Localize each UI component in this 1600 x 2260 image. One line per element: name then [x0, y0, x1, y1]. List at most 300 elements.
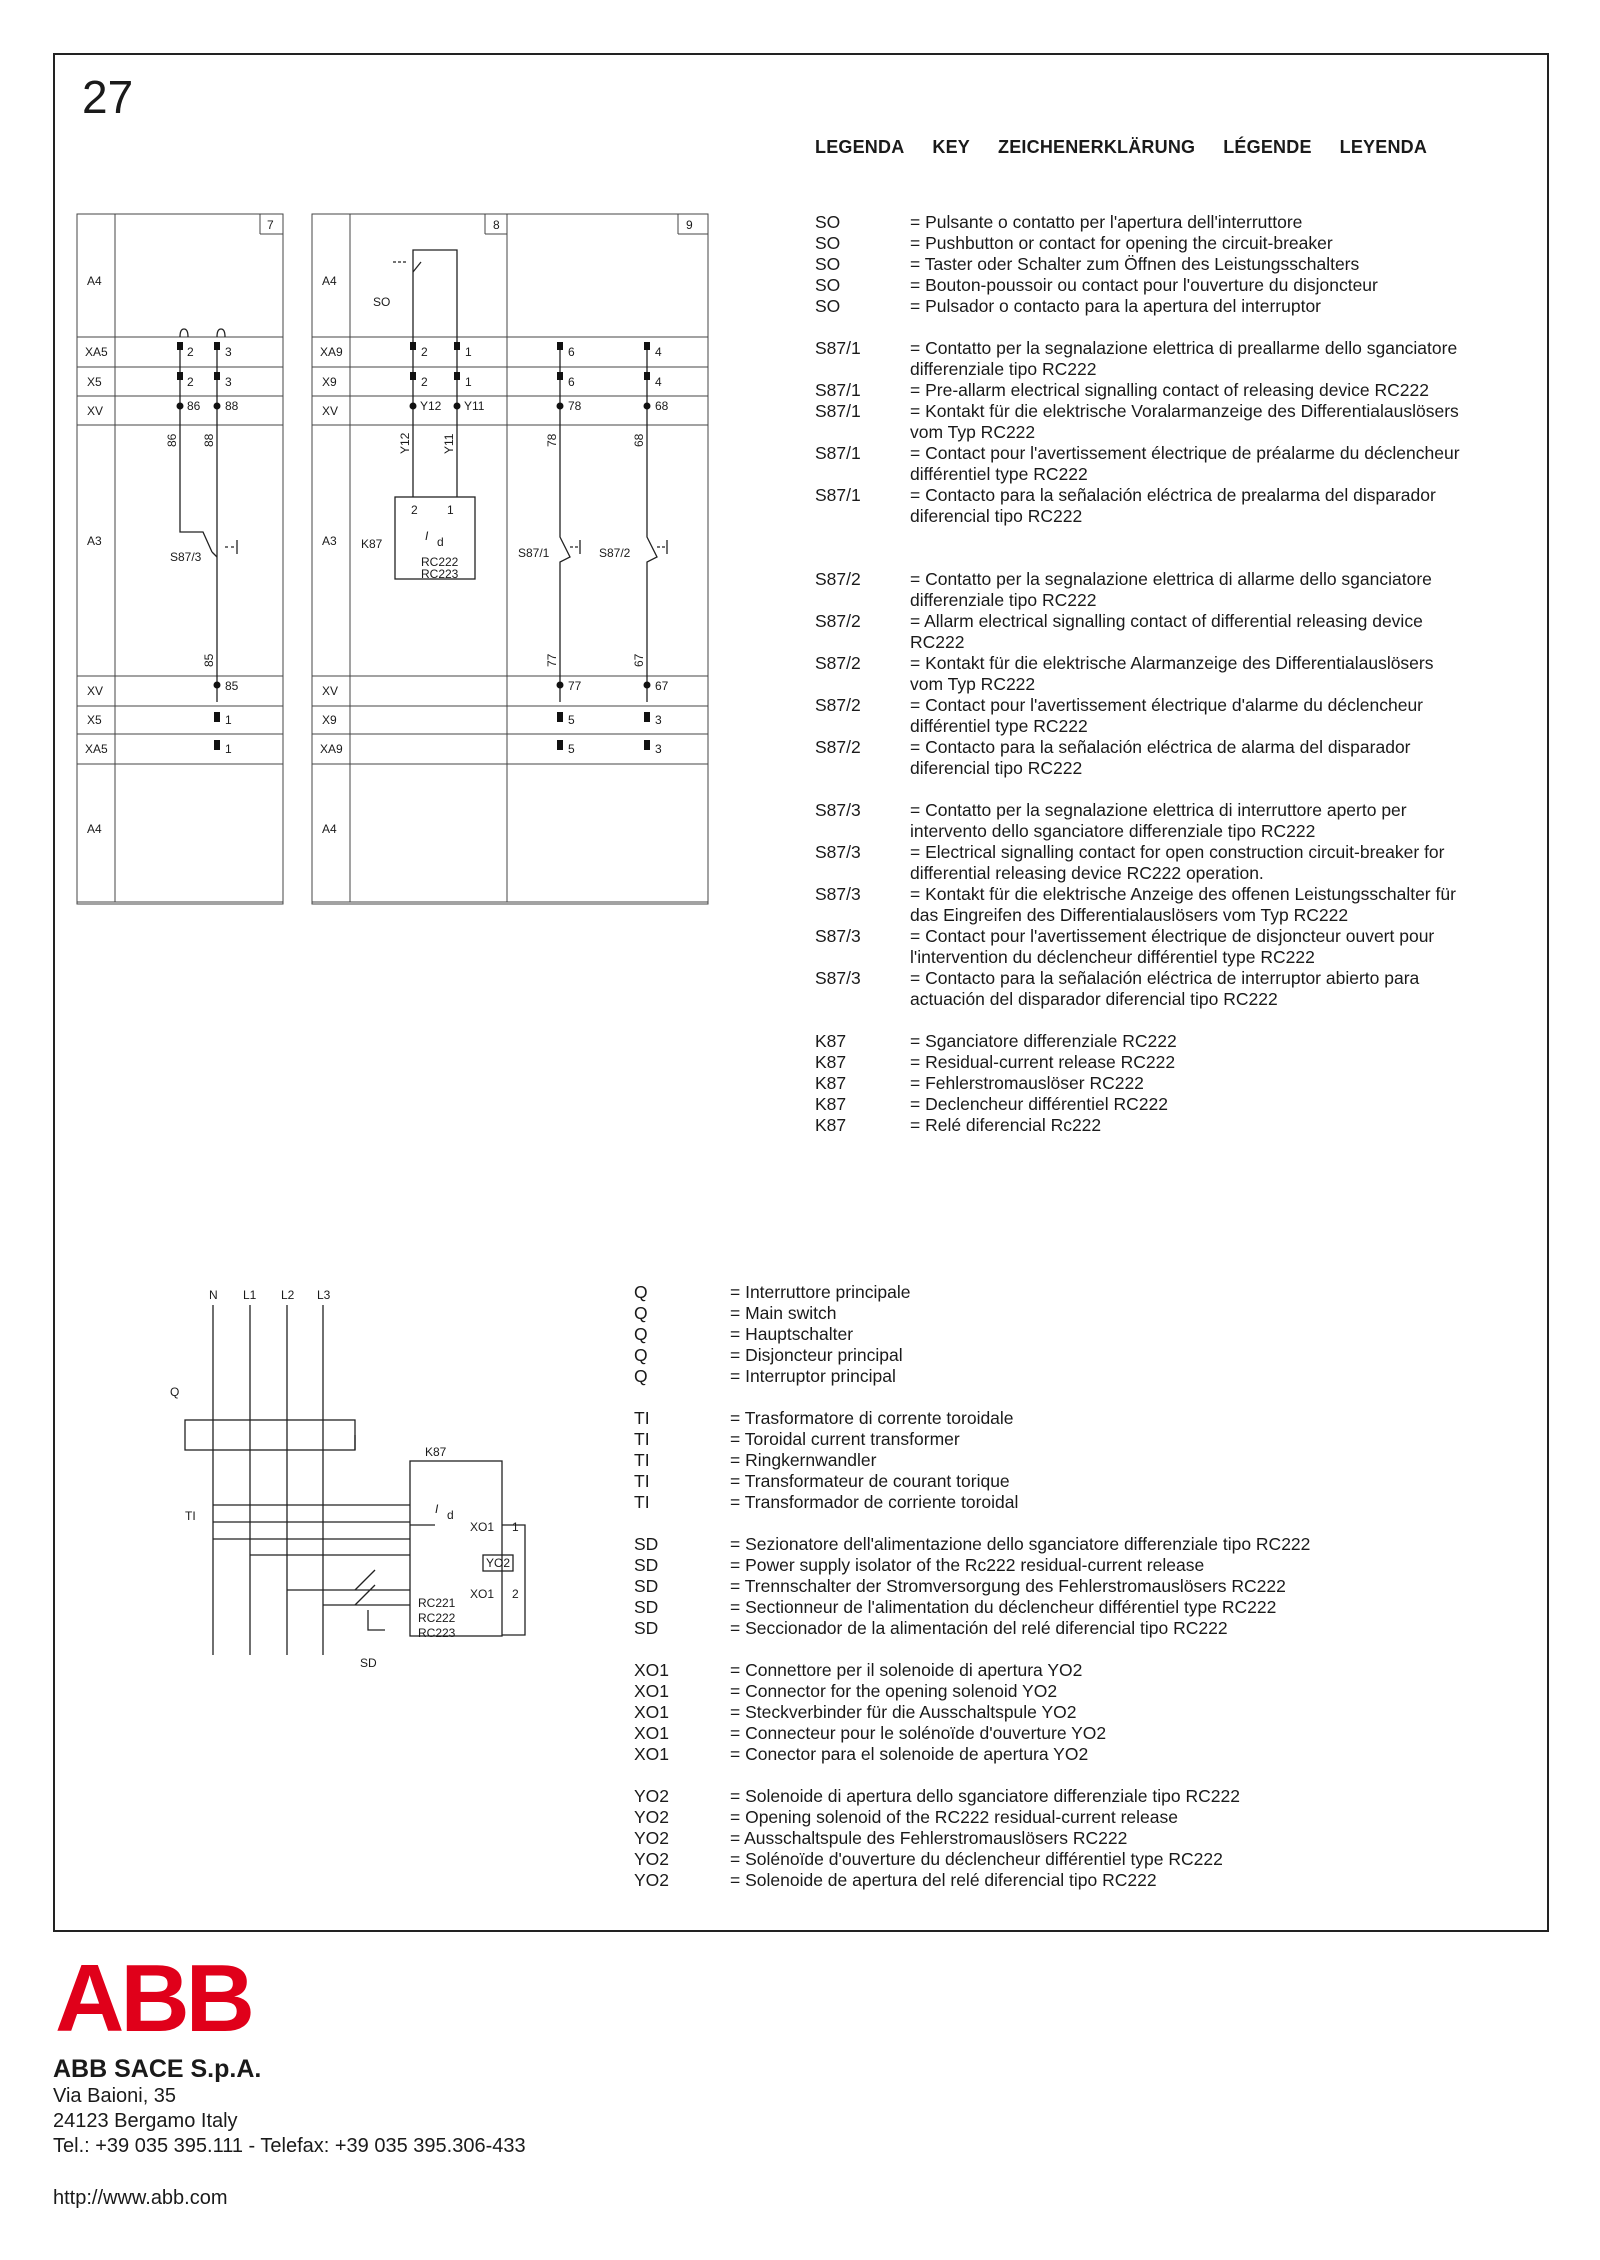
- legend-description: = Pulsador o contacto para la apertura del interruptor: [910, 296, 1322, 316]
- legend-description: = Contacto para la señalación eléctrica de prealarma del disparador: [910, 485, 1436, 505]
- legend-row: [815, 842, 1535, 863]
- legend-description: differenziale tipo RC222: [910, 590, 1097, 610]
- legend-header-it: LEGENDA: [815, 137, 905, 157]
- legend-description: intervento dello sganciatore differenziale tipo RC222: [910, 821, 1316, 841]
- legend-code: S87/1: [815, 338, 861, 358]
- row-x9: X9: [322, 713, 337, 727]
- legend-code: S87/3: [815, 842, 861, 862]
- terminal-6: 6: [568, 375, 575, 389]
- label-s87-2: S87/2: [599, 546, 631, 560]
- label-ti: TI: [185, 1509, 196, 1523]
- terminal-68: 68: [655, 399, 669, 413]
- legend-code: [815, 359, 910, 380]
- legend-header-fr: LÉGENDE: [1223, 137, 1312, 157]
- legend-row: [634, 1366, 1374, 1387]
- legend-row: [815, 338, 1535, 359]
- xo1-terminal-2: 2: [512, 1587, 519, 1601]
- company-phone: Tel.: +39 035 395.111 - Telefax: +39 035 395.306-433: [53, 2135, 526, 2157]
- legend-code: XO1: [634, 1723, 670, 1743]
- legend-description: = Declencheur différentiel RC222: [910, 1094, 1168, 1114]
- phase-l2: L2: [281, 1288, 295, 1302]
- terminal-4: 4: [655, 375, 662, 389]
- legend-code: XO1: [634, 1744, 670, 1764]
- legend-row: [815, 821, 1535, 842]
- legend-description: = Sectionneur de l'alimentation du déclencheur différentiel type RC222: [730, 1597, 1277, 1617]
- legend-row: [815, 359, 1535, 380]
- legend-row: [815, 1052, 1535, 1073]
- legend-code: XO1: [634, 1702, 670, 1722]
- legend-bottom: [634, 1282, 1374, 1891]
- legend-code: TI: [634, 1429, 650, 1449]
- label-so: SO: [373, 295, 391, 309]
- row-xa5: XA5: [85, 742, 108, 756]
- k87-terminal-1: 1: [447, 503, 454, 517]
- legend-description: = Pre-allarm electrical signalling contact of releasing device RC222: [910, 380, 1429, 400]
- legend-code: SD: [634, 1576, 659, 1596]
- company-street: Via Baioni, 35: [53, 2085, 177, 2107]
- row-x5: X5: [87, 713, 102, 727]
- legend-row: [815, 758, 1535, 779]
- terminal-6: 6: [568, 345, 575, 359]
- legend-code: [815, 947, 910, 968]
- legend-row: [815, 674, 1535, 695]
- terminal-1: 1: [465, 375, 472, 389]
- legend-row: [815, 212, 1535, 233]
- legend-code: Q: [634, 1366, 648, 1386]
- legend-row: [815, 254, 1535, 275]
- legend-description: = Trennschalter der Stromversorgung des Fehlerstromauslösers RC222: [730, 1576, 1286, 1596]
- legend-row: [634, 1450, 1374, 1471]
- legend-row: [815, 1094, 1535, 1115]
- legend-header-es: LEYENDA: [1339, 137, 1428, 157]
- legend-gap: [634, 1639, 1374, 1660]
- legend-description: actuación del disparador diferencial tipo RC222: [910, 989, 1278, 1009]
- legend-header: [815, 137, 1455, 158]
- legend-row: [634, 1597, 1374, 1618]
- legend-description: = Trasformatore di corrente toroidale: [730, 1408, 1014, 1428]
- k87-symbol-d: d: [447, 1508, 454, 1522]
- row-xv: XV: [87, 684, 104, 698]
- wire-86: 86: [165, 433, 179, 447]
- label-xo1: XO1: [470, 1587, 495, 1601]
- row-a4: A4: [87, 822, 102, 836]
- terminal-3: 3: [225, 345, 232, 359]
- wire-77: 77: [545, 653, 559, 667]
- legend-row: [634, 1324, 1374, 1345]
- legend-code: YO2: [634, 1870, 670, 1890]
- legend-description: = Transformateur de courant torique: [730, 1471, 1010, 1491]
- label-xo1: XO1: [470, 1520, 495, 1534]
- legend-row: [815, 1073, 1535, 1094]
- row-a3: A3: [87, 534, 102, 548]
- terminal-2: 2: [421, 345, 428, 359]
- control-schematic: [75, 212, 720, 912]
- legend-description: = Contacto para la señalación eléctrica de interruptor abierto para: [910, 968, 1420, 988]
- legend-code: XO1: [634, 1681, 670, 1701]
- legend-row: [815, 926, 1535, 947]
- phase-l1: L1: [243, 1288, 257, 1302]
- legend-code: S87/3: [815, 968, 861, 988]
- legend-description: différentiel type RC222: [910, 716, 1088, 736]
- legend-description: = Opening solenoid of the RC222 residual-current release: [730, 1807, 1178, 1827]
- legend-row: [815, 506, 1535, 527]
- legend-code: S87/1: [815, 443, 861, 463]
- legend-row: [634, 1534, 1374, 1555]
- terminal-2: 2: [187, 375, 194, 389]
- legend-description: = Hauptschalter: [730, 1324, 854, 1344]
- col-number-7: 7: [267, 218, 274, 232]
- legend-description: = Solenoide de apertura del relé diferencial tipo RC222: [730, 1870, 1157, 1890]
- row-xv: XV: [87, 404, 104, 418]
- legend-row: [815, 296, 1535, 317]
- legend-description: = Fehlerstromauslöser RC222: [910, 1073, 1144, 1093]
- legend-row: [634, 1576, 1374, 1597]
- legend-description: = Kontakt für die elektrische Voralarmanzeige des Differentialauslösers: [910, 401, 1459, 421]
- legend-description: = Steckverbinder für die Ausschaltspule YO2: [730, 1702, 1077, 1722]
- legend-description: = Interruptor principal: [730, 1366, 896, 1386]
- legend-description: = Solenoide di apertura dello sganciatore differenziale tipo RC222: [730, 1786, 1240, 1806]
- label-k87: K87: [361, 537, 383, 551]
- legend-code: [815, 674, 910, 695]
- legend-gap: [815, 1010, 1535, 1031]
- row-x5: X5: [87, 375, 102, 389]
- legend-code: SD: [634, 1597, 659, 1617]
- k87-terminal-2: 2: [411, 503, 418, 517]
- label-k87: K87: [425, 1445, 447, 1459]
- legend-code: S87/1: [815, 380, 861, 400]
- legend-row: [815, 275, 1535, 296]
- terminal-y11: Y11: [464, 399, 485, 413]
- legend-code: [815, 716, 910, 737]
- legend-header-en: KEY: [932, 137, 971, 157]
- terminal-88: 88: [225, 399, 239, 413]
- terminal-77: 77: [568, 679, 582, 693]
- row-a4: A4: [322, 274, 337, 288]
- phase-l3: L3: [317, 1288, 331, 1302]
- legend-description: = Kontakt für die elektrische Anzeige des offenen Leistungsschalter für: [910, 884, 1456, 904]
- legend-description: = Solénoïde d'ouverture du déclencheur différentiel type RC222: [730, 1849, 1223, 1869]
- legend-code: S87/3: [815, 800, 861, 820]
- label-rc222: RC222: [418, 1611, 456, 1625]
- legend-description: = Conector para el solenoide de apertura YO2: [730, 1744, 1089, 1764]
- label-q: Q: [170, 1385, 180, 1399]
- legend-description: l'intervention du déclencheur différentiel type RC222: [910, 947, 1315, 967]
- company-url[interactable]: http://www.abb.com: [53, 2187, 228, 2209]
- label-rc223: RC223: [418, 1626, 456, 1640]
- svg-text:ABB: ABB: [55, 1955, 251, 2040]
- row-xa9: XA9: [320, 742, 343, 756]
- legend-gap: [815, 317, 1535, 338]
- legend-code: YO2: [634, 1828, 670, 1848]
- legend-row: [815, 485, 1535, 506]
- legend-row: [634, 1870, 1374, 1891]
- legend-code: S87/3: [815, 926, 861, 946]
- legend-row: [634, 1660, 1374, 1681]
- terminal-85: 85: [225, 679, 239, 693]
- legend-row: [815, 422, 1535, 443]
- label-s87-1: S87/1: [518, 546, 550, 560]
- legend-description: différentiel type RC222: [910, 464, 1088, 484]
- row-xa5: XA5: [85, 345, 108, 359]
- col-number-8: 8: [493, 218, 500, 232]
- legend-row: [634, 1408, 1374, 1429]
- legend-row: [815, 443, 1535, 464]
- legend-code: [815, 632, 910, 653]
- abb-logo: [55, 1955, 255, 2040]
- legend-code: SO: [815, 212, 841, 232]
- legend-code: YO2: [634, 1786, 670, 1806]
- wire-88: 88: [202, 433, 216, 447]
- legend-description: diferencial tipo RC222: [910, 758, 1083, 778]
- label-rc223: RC223: [421, 567, 459, 581]
- legend-code: TI: [634, 1492, 650, 1512]
- row-xa9: XA9: [320, 345, 343, 359]
- legend-code: [815, 758, 910, 779]
- legend-description: = Contatto per la segnalazione elettrica di allarme dello sganciatore: [910, 569, 1432, 589]
- label-rc222: RC222: [421, 555, 459, 569]
- label-rc221: RC221: [418, 1596, 456, 1610]
- legend-code: Q: [634, 1324, 648, 1344]
- terminal-1: 1: [225, 713, 232, 727]
- page-number: 27: [82, 71, 134, 123]
- wire-85: 85: [202, 653, 216, 667]
- legend-description: = Contatto per la segnalazione elettrica di preallarme dello sganciatore: [910, 338, 1458, 358]
- row-a4: A4: [87, 274, 102, 288]
- legend-code: SO: [815, 275, 841, 295]
- legend-code: YO2: [634, 1807, 670, 1827]
- legend-code: TI: [634, 1450, 650, 1470]
- legend-description: = Taster oder Schalter zum Öffnen des Leistungsschalters: [910, 254, 1360, 274]
- legend-code: S87/3: [815, 884, 861, 904]
- terminal-5: 5: [568, 713, 575, 727]
- legend-description: = Main switch: [730, 1303, 837, 1323]
- legend-gap: [634, 1387, 1374, 1408]
- legend-description: = Interruttore principale: [730, 1282, 911, 1302]
- legend-description: = Sganciatore differenziale RC222: [910, 1031, 1177, 1051]
- legend-description: = Connettore per il solenoide di apertura YO2: [730, 1660, 1083, 1680]
- legend-description: = Connector for the opening solenoid YO2: [730, 1681, 1058, 1701]
- legend-code: SD: [634, 1555, 659, 1575]
- legend-code: S87/2: [815, 569, 861, 589]
- legend-description: = Ausschaltspule des Fehlerstromauslösers RC222: [730, 1828, 1128, 1848]
- legend-row: [815, 233, 1535, 254]
- legend-row: [815, 590, 1535, 611]
- legend-code: SD: [634, 1534, 659, 1554]
- company-name: ABB SACE S.p.A.: [53, 2055, 262, 2083]
- legend-row: [815, 695, 1535, 716]
- legend-row: [815, 1031, 1535, 1052]
- company-city: 24123 Bergamo Italy: [53, 2110, 238, 2132]
- legend-row: [815, 464, 1535, 485]
- legend-header-de: ZEICHENERKLÄRUNG: [998, 137, 1196, 157]
- legend-row: [815, 863, 1535, 884]
- row-xv: XV: [322, 404, 339, 418]
- terminal-3: 3: [655, 742, 662, 756]
- legend-row: [634, 1555, 1374, 1576]
- legend-row: [815, 800, 1535, 821]
- legend-code: XO1: [634, 1660, 670, 1680]
- terminal-86: 86: [187, 399, 201, 413]
- legend-row: [634, 1807, 1374, 1828]
- terminal-3: 3: [655, 713, 662, 727]
- legend-row: [634, 1702, 1374, 1723]
- col-number-9: 9: [686, 218, 693, 232]
- legend-row: [815, 632, 1535, 653]
- legend-row: [634, 1618, 1374, 1639]
- legend-row: [634, 1492, 1374, 1513]
- legend-row: [815, 737, 1535, 758]
- legend-row: [815, 401, 1535, 422]
- legend-row: [815, 716, 1535, 737]
- legend-description: = Sezionatore dell'alimentazione dello sganciatore differenziale tipo RC222: [730, 1534, 1311, 1554]
- legend-code: Q: [634, 1282, 648, 1302]
- phase-n: N: [209, 1288, 218, 1302]
- legend-row: [815, 653, 1535, 674]
- legend-description: = Residual-current release RC222: [910, 1052, 1176, 1072]
- legend-description: = Electrical signalling contact for open construction circuit-breaker for: [910, 842, 1445, 862]
- row-a3: A3: [322, 534, 337, 548]
- legend-gap: [634, 1765, 1374, 1786]
- legend-description: RC222: [910, 632, 965, 652]
- legend-code: [815, 506, 910, 527]
- legend-description: = Connecteur pour le solénoïde d'ouverture YO2: [730, 1723, 1107, 1743]
- legend-row: [634, 1744, 1374, 1765]
- k87-symbol-i: I: [435, 1502, 439, 1516]
- terminal-1: 1: [465, 345, 472, 359]
- legend-description: = Bouton-poussoir ou contact pour l'ouverture du disjoncteur: [910, 275, 1378, 295]
- legend-description: = Relé diferencial Rc222: [910, 1115, 1102, 1135]
- legend-row: [815, 989, 1535, 1010]
- legend-row: [815, 968, 1535, 989]
- label-sd: SD: [360, 1656, 377, 1670]
- legend-description: vom Typ RC222: [910, 674, 1036, 694]
- wire-67: 67: [632, 653, 646, 667]
- legend-description: differenziale tipo RC222: [910, 359, 1097, 379]
- legend-code: SO: [815, 254, 841, 274]
- legend-code: TI: [634, 1471, 650, 1491]
- wire-78: 78: [545, 433, 559, 447]
- label-yo2: YO2: [486, 1556, 511, 1570]
- legend-code: S87/2: [815, 611, 861, 631]
- legend-row: [634, 1786, 1374, 1807]
- legend-code: S87/1: [815, 401, 861, 421]
- legend-row: [634, 1345, 1374, 1366]
- legend-code: SO: [815, 296, 841, 316]
- legend-description: differential releasing device RC222 operation.: [910, 863, 1264, 883]
- legend-description: diferencial tipo RC222: [910, 506, 1083, 526]
- legend-code: K87: [815, 1052, 847, 1072]
- legend-description: das Eingreifen des Differentialauslösers vom Typ RC222: [910, 905, 1349, 925]
- legend-gap: [815, 548, 1535, 569]
- legend-gap: [815, 779, 1535, 800]
- legend-description: = Toroidal current transformer: [730, 1429, 960, 1449]
- legend-description: vom Typ RC222: [910, 422, 1036, 442]
- legend-description: = Contact pour l'avertissement électrique de préalarme du déclencheur: [910, 443, 1460, 463]
- row-xv: XV: [322, 684, 339, 698]
- terminal-3: 3: [225, 375, 232, 389]
- wire-68: 68: [632, 433, 646, 447]
- legend-code: S87/2: [815, 653, 861, 673]
- legend-code: K87: [815, 1031, 847, 1051]
- legend-row: [815, 569, 1535, 590]
- legend-description: = Disjoncteur principal: [730, 1345, 903, 1365]
- legend-description: = Seccionador de la alimentación del relé diferencial tipo RC222: [730, 1618, 1228, 1638]
- legend-code: SD: [634, 1618, 659, 1638]
- k87-symbol-i: I: [425, 529, 429, 543]
- legend-row: [815, 380, 1535, 401]
- legend-row: [634, 1681, 1374, 1702]
- legend-description: = Allarm electrical signalling contact of differential releasing device: [910, 611, 1423, 631]
- terminal-5: 5: [568, 742, 575, 756]
- legend-row: [634, 1723, 1374, 1744]
- wire-y11: Y11: [442, 433, 456, 454]
- legend-row: [634, 1828, 1374, 1849]
- power-schematic: [160, 1285, 540, 1685]
- legend-description: = Transformador de corriente toroidal: [730, 1492, 1019, 1512]
- terminal-78: 78: [568, 399, 582, 413]
- legend-description: = Contacto para la señalación eléctrica de alarma del disparador: [910, 737, 1411, 757]
- terminal-y12: Y12: [420, 399, 442, 413]
- terminal-1: 1: [225, 742, 232, 756]
- legend-code: S87/1: [815, 485, 861, 505]
- legend-description: = Ringkernwandler: [730, 1450, 877, 1470]
- legend-description: = Pulsante o contatto per l'apertura dell'interruttore: [910, 212, 1303, 232]
- terminal-4: 4: [655, 345, 662, 359]
- legend-row: [634, 1429, 1374, 1450]
- legend-row: [815, 947, 1535, 968]
- terminal-2: 2: [187, 345, 194, 359]
- terminal-2: 2: [421, 375, 428, 389]
- legend-row: [815, 884, 1535, 905]
- legend-row: [634, 1471, 1374, 1492]
- legend-description: = Contact pour l'avertissement électrique de disjoncteur ouvert pour: [910, 926, 1435, 946]
- row-a4: A4: [322, 822, 337, 836]
- legend-row: [815, 905, 1535, 926]
- legend-gap: [815, 527, 1535, 548]
- legend-row: [815, 611, 1535, 632]
- legend-code: S87/2: [815, 737, 861, 757]
- legend-code: [815, 989, 910, 1010]
- xo1-terminal-1: 1: [512, 1520, 519, 1534]
- legend-gap: [634, 1513, 1374, 1534]
- legend-code: YO2: [634, 1849, 670, 1869]
- terminal-67: 67: [655, 679, 669, 693]
- label-s87-3: S87/3: [170, 550, 202, 564]
- legend-code: SO: [815, 233, 841, 253]
- legend-code: TI: [634, 1408, 650, 1428]
- legend-row: [634, 1849, 1374, 1870]
- legend-code: Q: [634, 1345, 648, 1365]
- legend-code: K87: [815, 1094, 847, 1114]
- legend-code: [815, 905, 910, 926]
- legend-description: = Contatto per la segnalazione elettrica di interruttore aperto per: [910, 800, 1407, 820]
- legend-description: = Power supply isolator of the Rc222 residual-current release: [730, 1555, 1205, 1575]
- legend-code: K87: [815, 1115, 847, 1135]
- legend-top: [815, 212, 1535, 1136]
- legend-code: [815, 464, 910, 485]
- legend-code: S87/2: [815, 695, 861, 715]
- legend-row: [634, 1303, 1374, 1324]
- legend-code: K87: [815, 1073, 847, 1093]
- legend-code: [815, 863, 910, 884]
- legend-description: = Kontakt für die elektrische Alarmanzeige des Differentialauslösers: [910, 653, 1434, 673]
- legend-code: [815, 422, 910, 443]
- row-x9: X9: [322, 375, 337, 389]
- legend-row: [634, 1282, 1374, 1303]
- legend-description: = Contact pour l'avertissement électrique d'alarme du déclencheur: [910, 695, 1424, 715]
- legend-description: = Pushbutton or contact for opening the circuit-breaker: [910, 233, 1333, 253]
- legend-row: [815, 1115, 1535, 1136]
